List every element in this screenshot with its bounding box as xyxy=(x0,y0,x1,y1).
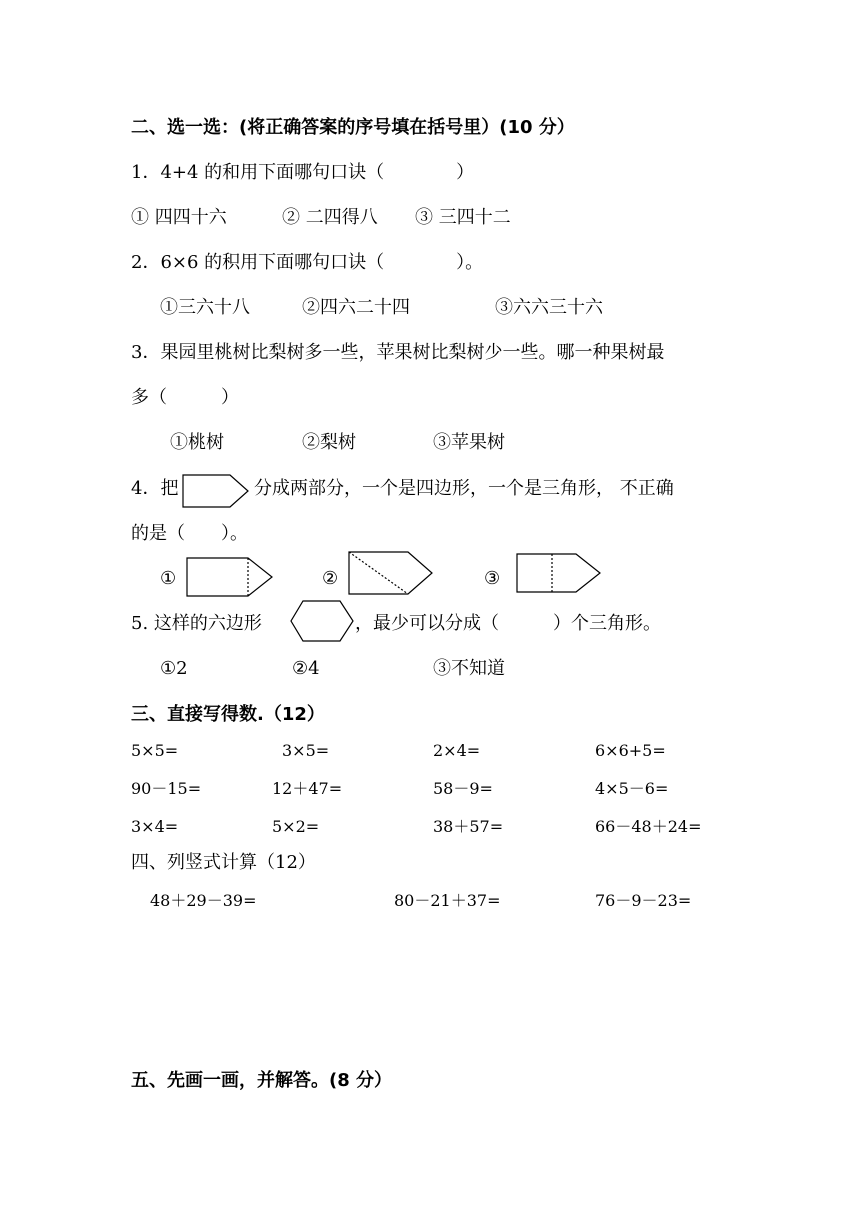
q4-stem-suffix: 分成两部分，一个是四边形，一个是三角形， 不正确 xyxy=(254,478,674,499)
calc-item: 12＋47= xyxy=(272,779,343,798)
q2-option-1: ①三六十八 xyxy=(160,297,250,318)
q4-option-2: ② xyxy=(322,568,339,589)
q2-stem: 2．6×6 的积用下面哪句口诀（ ）。 xyxy=(131,252,484,273)
q3-option-3: ③苹果树 xyxy=(433,432,505,453)
section-5-title: 五、先画一画，并解答。(8 分） xyxy=(131,1070,393,1091)
q5-option-2: ②4 xyxy=(292,658,320,679)
section-4-title: 四、列竖式计算（12） xyxy=(131,852,316,873)
calc-item: 3×5= xyxy=(282,741,330,760)
q4-option-3: ③ xyxy=(484,568,501,589)
q1-stem: 1．4+4 的和用下面哪句口诀（ ） xyxy=(131,162,475,183)
q1-option-1: ① 四四十六 xyxy=(131,207,227,228)
calc-item: 4×5－6= xyxy=(595,779,669,798)
q3-stem-line-1: 3．果园里桃树比梨树多一些，苹果树比梨树少一些。哪一种果树最 xyxy=(131,342,665,363)
q5-stem-suffix: ，最少可以分成（ ）个三角形。 xyxy=(355,613,661,634)
vertical-calc-item: 80－21＋37= xyxy=(394,891,501,910)
q4-stem-line-2: 的是（ ）。 xyxy=(131,523,248,544)
q1-option-2: ② 二四得八 xyxy=(282,207,378,228)
section-3-title: 三、直接写得数.（12） xyxy=(131,704,325,725)
calc-item: 2×4= xyxy=(433,741,481,760)
q4-stem-prefix: 4．把 xyxy=(131,478,179,499)
q2-option-2: ②四六二十四 xyxy=(302,297,410,318)
q5-option-1: ①2 xyxy=(160,658,188,679)
vertical-calc-item: 76－9－23= xyxy=(595,891,692,910)
calc-item: 90－15= xyxy=(131,779,202,798)
pentagon-shape xyxy=(182,474,250,508)
q4-option-1: ① xyxy=(160,568,177,589)
calc-item: 66－48＋24= xyxy=(595,817,702,836)
q4-option-1-shape xyxy=(186,557,274,597)
hexagon-shape xyxy=(290,600,354,642)
calc-item: 6×6+5= xyxy=(595,741,666,760)
q3-stem-line-2: 多（ ） xyxy=(131,387,239,408)
q5-option-3: ③不知道 xyxy=(433,658,505,679)
q4-option-2-shape xyxy=(348,551,434,595)
calc-item: 3×4= xyxy=(131,817,179,836)
q5-stem-prefix: 5. 这样的六边形 xyxy=(131,613,262,634)
calc-item: 5×5= xyxy=(131,741,179,760)
q4-option-3-shape xyxy=(516,553,602,593)
section-2-title: 二、选一选：(将正确答案的序号填在括号里）(10 分） xyxy=(131,117,575,138)
calc-item: 5×2= xyxy=(272,817,320,836)
q1-option-3: ③ 三四十二 xyxy=(415,207,511,228)
calc-item: 38＋57= xyxy=(433,817,504,836)
q2-option-3: ③六六三十六 xyxy=(495,297,603,318)
q3-option-2: ②梨树 xyxy=(302,432,356,453)
calc-item: 58－9= xyxy=(433,779,493,798)
q3-option-1: ①桃树 xyxy=(170,432,224,453)
vertical-calc-item: 48＋29－39= xyxy=(150,891,257,910)
